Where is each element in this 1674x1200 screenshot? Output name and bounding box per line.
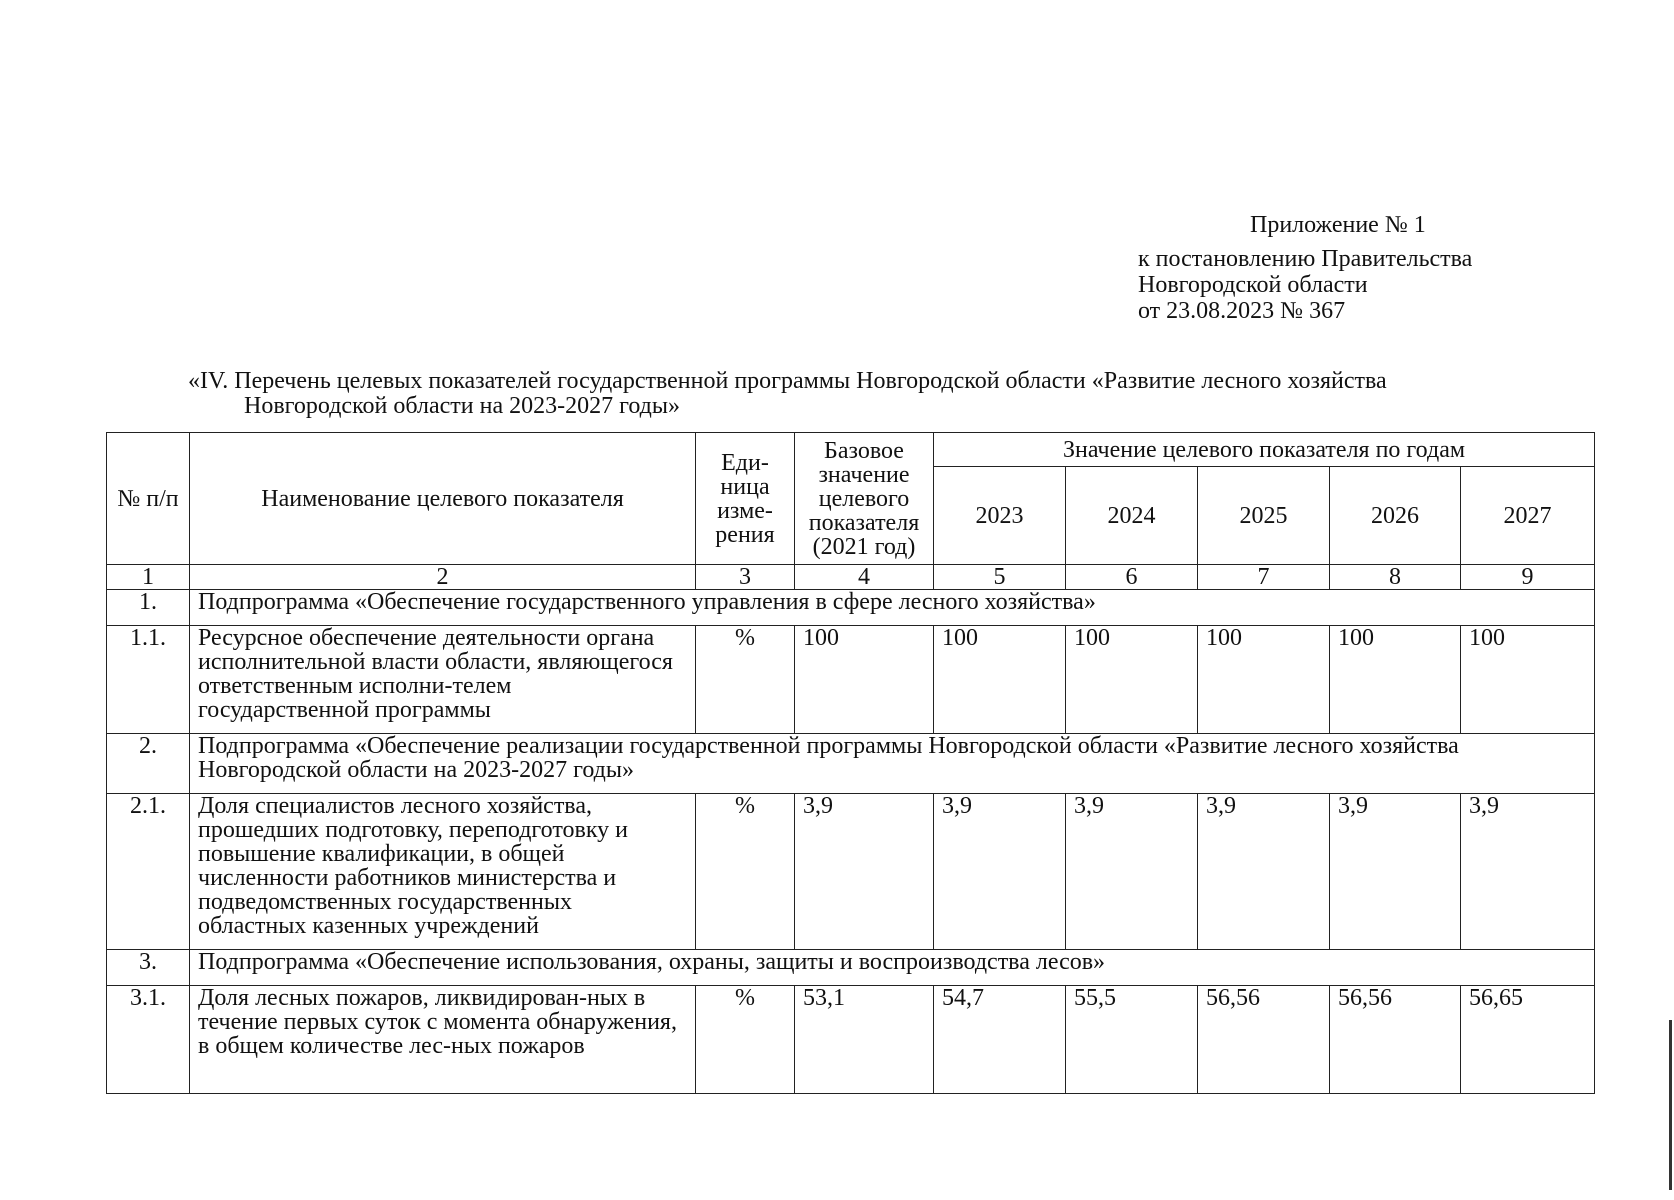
indicator-unit: % [696,794,795,950]
subprogram-num: 2. [107,734,190,794]
section-title-line: «IV. Перечень целевых показателей государственной программы Новгородской области «Развитие лесного хозяйства [188,368,1387,394]
column-number-row [107,565,1595,590]
indicator-base-value: 100 [795,626,934,734]
indicator-name: Ресурсное обеспечение деятельности органа исполнительной власти области, являющегося ответственным исполни-телем государственной программы [190,626,696,734]
indicator-value: 3,9 [934,794,1066,950]
header-year: 2024 [1066,467,1198,565]
indicator-value: 3,9 [1066,794,1198,950]
indicator-value: 100 [1330,626,1461,734]
header-years-group: Значение целевого показателя по годам [934,433,1595,467]
indicator-value: 55,5 [1066,986,1198,1094]
indicator-name: Доля лесных пожаров, ликвидирован-ных в течение первых суток с момента обнаружения, в общем количестве лес-ных пожаров [190,986,696,1094]
column-number: 3 [696,565,795,590]
indicator-value: 100 [934,626,1066,734]
subprogram-row [107,950,1595,986]
indicator-value: 56,65 [1461,986,1595,1094]
column-number: 6 [1066,565,1198,590]
indicator-unit: % [696,986,795,1094]
column-number: 5 [934,565,1066,590]
column-number: 7 [1198,565,1330,590]
subprogram-title: Подпрограмма «Обеспечение использования, охраны, защиты и воспроизводства лесов» [190,950,1595,986]
subprogram-num: 3. [107,950,190,986]
indicator-value: 56,56 [1330,986,1461,1094]
indicator-value: 56,56 [1198,986,1330,1094]
section-title-line: Новгородской области на 2023-2027 годы» [244,393,680,419]
header-year: 2026 [1330,467,1461,565]
indicator-value: 3,9 [1330,794,1461,950]
indicator-num: 1.1. [107,626,190,734]
header-unit: Еди-ница изме-рения [696,433,795,565]
appendix-line: от 23.08.2023 № 367 [1138,298,1346,324]
appendix-block [1138,212,1658,324]
appendix-line: к постановлению Правительства [1138,246,1473,272]
indicator-value: 3,9 [1461,794,1595,950]
indicator-base-value: 3,9 [795,794,934,950]
indicator-base-value: 53,1 [795,986,934,1094]
column-number: 2 [190,565,696,590]
subprogram-row [107,590,1595,626]
subprogram-title: Подпрограмма «Обеспечение реализации государственной программы Новгородской области «Развитие лесного хозяйства Новгородской области на 2023-2027 годы» [190,734,1595,794]
indicator-row [107,626,1595,734]
header-year: 2023 [934,467,1066,565]
indicator-value: 100 [1461,626,1595,734]
indicator-name: Доля специалистов лесного хозяйства, прошедших подготовку, переподготовку и повышение квалификации, в общей численности работников министерства и подведомственных государственных областных казенных учреждений [190,794,696,950]
indicator-unit: % [696,626,795,734]
indicator-value: 100 [1066,626,1198,734]
header-name: Наименование целевого показателя [190,433,696,565]
column-number: 8 [1330,565,1461,590]
indicator-value: 54,7 [934,986,1066,1094]
indicator-num: 2.1. [107,794,190,950]
column-number: 4 [795,565,934,590]
subprogram-row [107,734,1595,794]
indicator-value: 100 [1198,626,1330,734]
indicator-num: 3.1. [107,986,190,1094]
header-base: Базовое значение целевого показателя (2021 год) [795,433,934,565]
header-num: № п/п [107,433,190,565]
header-year: 2025 [1198,467,1330,565]
indicator-row [107,794,1595,950]
appendix-number: Приложение № 1 [1250,212,1426,238]
indicator-value: 3,9 [1198,794,1330,950]
indicator-row [107,986,1595,1094]
appendix-line: Новгородской области [1138,272,1368,298]
subprogram-title: Подпрограмма «Обеспечение государственного управления в сфере лесного хозяйства» [190,590,1595,626]
subprogram-num: 1. [107,590,190,626]
column-number: 9 [1461,565,1595,590]
header-year: 2027 [1461,467,1595,565]
indicators-table [106,432,1595,1094]
column-number: 1 [107,565,190,590]
section-title [188,369,1608,419]
scan-edge-mark [1669,1020,1672,1190]
